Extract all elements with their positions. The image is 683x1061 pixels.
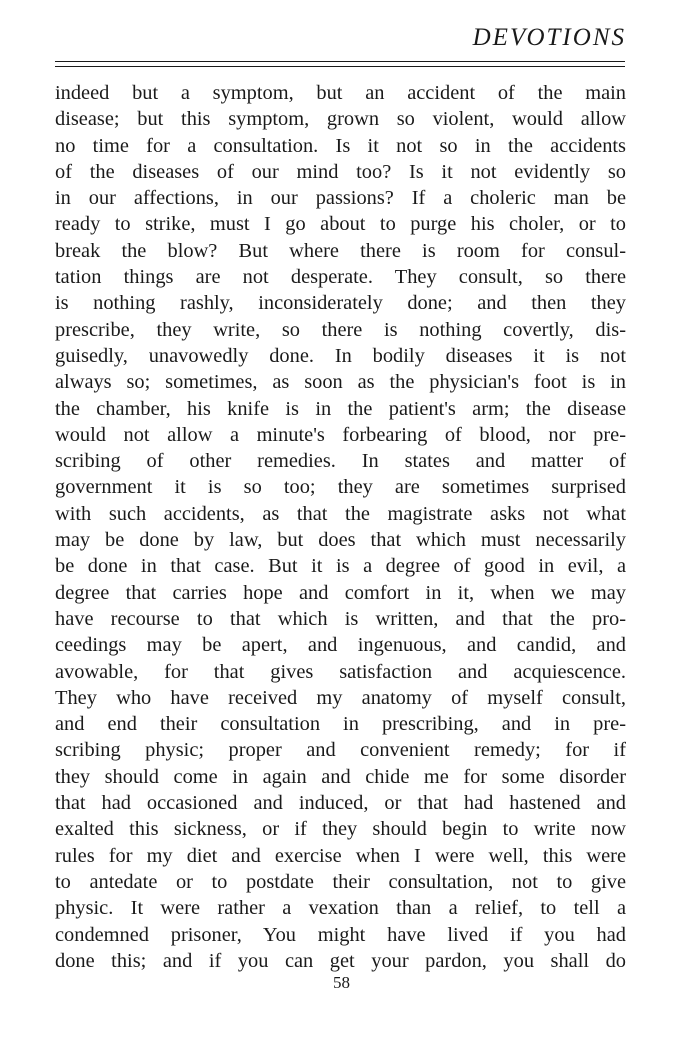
text-line: have recourse to that which is written, and that the pro- [55,607,626,630]
header-rule-top [55,61,625,62]
text-line: be done in that case. But it is a degree of good in evil, a [55,555,626,578]
text-line: disease; but this symptom, grown so violent, would allow [55,108,626,131]
text-line: the chamber, his knife is in the patient's arm; the disease [55,397,626,420]
text-line: government it is so too; they are sometimes surprised [55,476,626,499]
text-line: scribing of other remedies. In states and matter of [55,450,626,473]
text-line: avowable, for that gives satisfaction and acquiescence. [55,660,626,683]
body-text [55,80,626,974]
text-line: to antedate or to postdate their consultation, not to give [55,870,626,893]
text-line: is nothing rashly, inconsiderately done; and then they [55,292,626,315]
text-line: physic. It were rather a vexation than a relief, to tell a [55,897,626,920]
header-rule-bottom [55,66,625,67]
text-line: break the blow? But where there is room for consul- [55,239,626,262]
text-line: that had occasioned and induced, or that had hastened and [55,792,626,815]
text-line: done this; and if you can get your pardon, you shall do [55,949,626,972]
text-line: ready to strike, must I go about to purge his choler, or to [55,213,626,236]
text-line: indeed but a symptom, but an accident of the main [55,82,626,104]
text-line: degree that carries hope and comfort in it, when we may [55,581,626,604]
text-line: may be done by law, but does that which must necessarily [55,529,626,552]
page-number: 58 [333,973,350,992]
text-line: guisedly, unavowedly done. In bodily diseases it is not [55,344,626,367]
text-line: ceedings may be apert, and ingenuous, and candid, and [55,634,626,657]
text-line: exalted this sickness, or if they should begin to write now [55,818,626,841]
text-line: prescribe, they write, so there is nothing covertly, dis- [55,318,626,341]
text-line: of the diseases of our mind too? Is it not evidently so [55,160,626,183]
text-line: always so; sometimes, as soon as the physician's foot is in [55,371,626,394]
text-line: tation things are not desperate. They consult, so there [55,266,626,289]
text-line: with such accidents, as that the magistrate asks not what [55,502,626,525]
text-line: they should come in again and chide me for some disorder [55,765,626,788]
text-line: would not allow a minute's forbearing of blood, nor pre- [55,423,626,446]
text-line: rules for my diet and exercise when I were well, this were [55,844,626,867]
text-line: scribing physic; proper and convenient remedy; for if [55,739,626,762]
text-line: condemned prisoner, You might have lived if you had [55,923,626,946]
text-line: They who have received my anatomy of myself consult, [55,686,626,709]
running-title: DEVOTIONS [472,24,626,51]
text-line: in our affections, in our passions? If a choleric man be [55,187,626,210]
text-line: no time for a consultation. Is it not so in the accidents [55,134,626,157]
text-line: and end their consultation in prescribing, and in pre- [55,713,626,736]
